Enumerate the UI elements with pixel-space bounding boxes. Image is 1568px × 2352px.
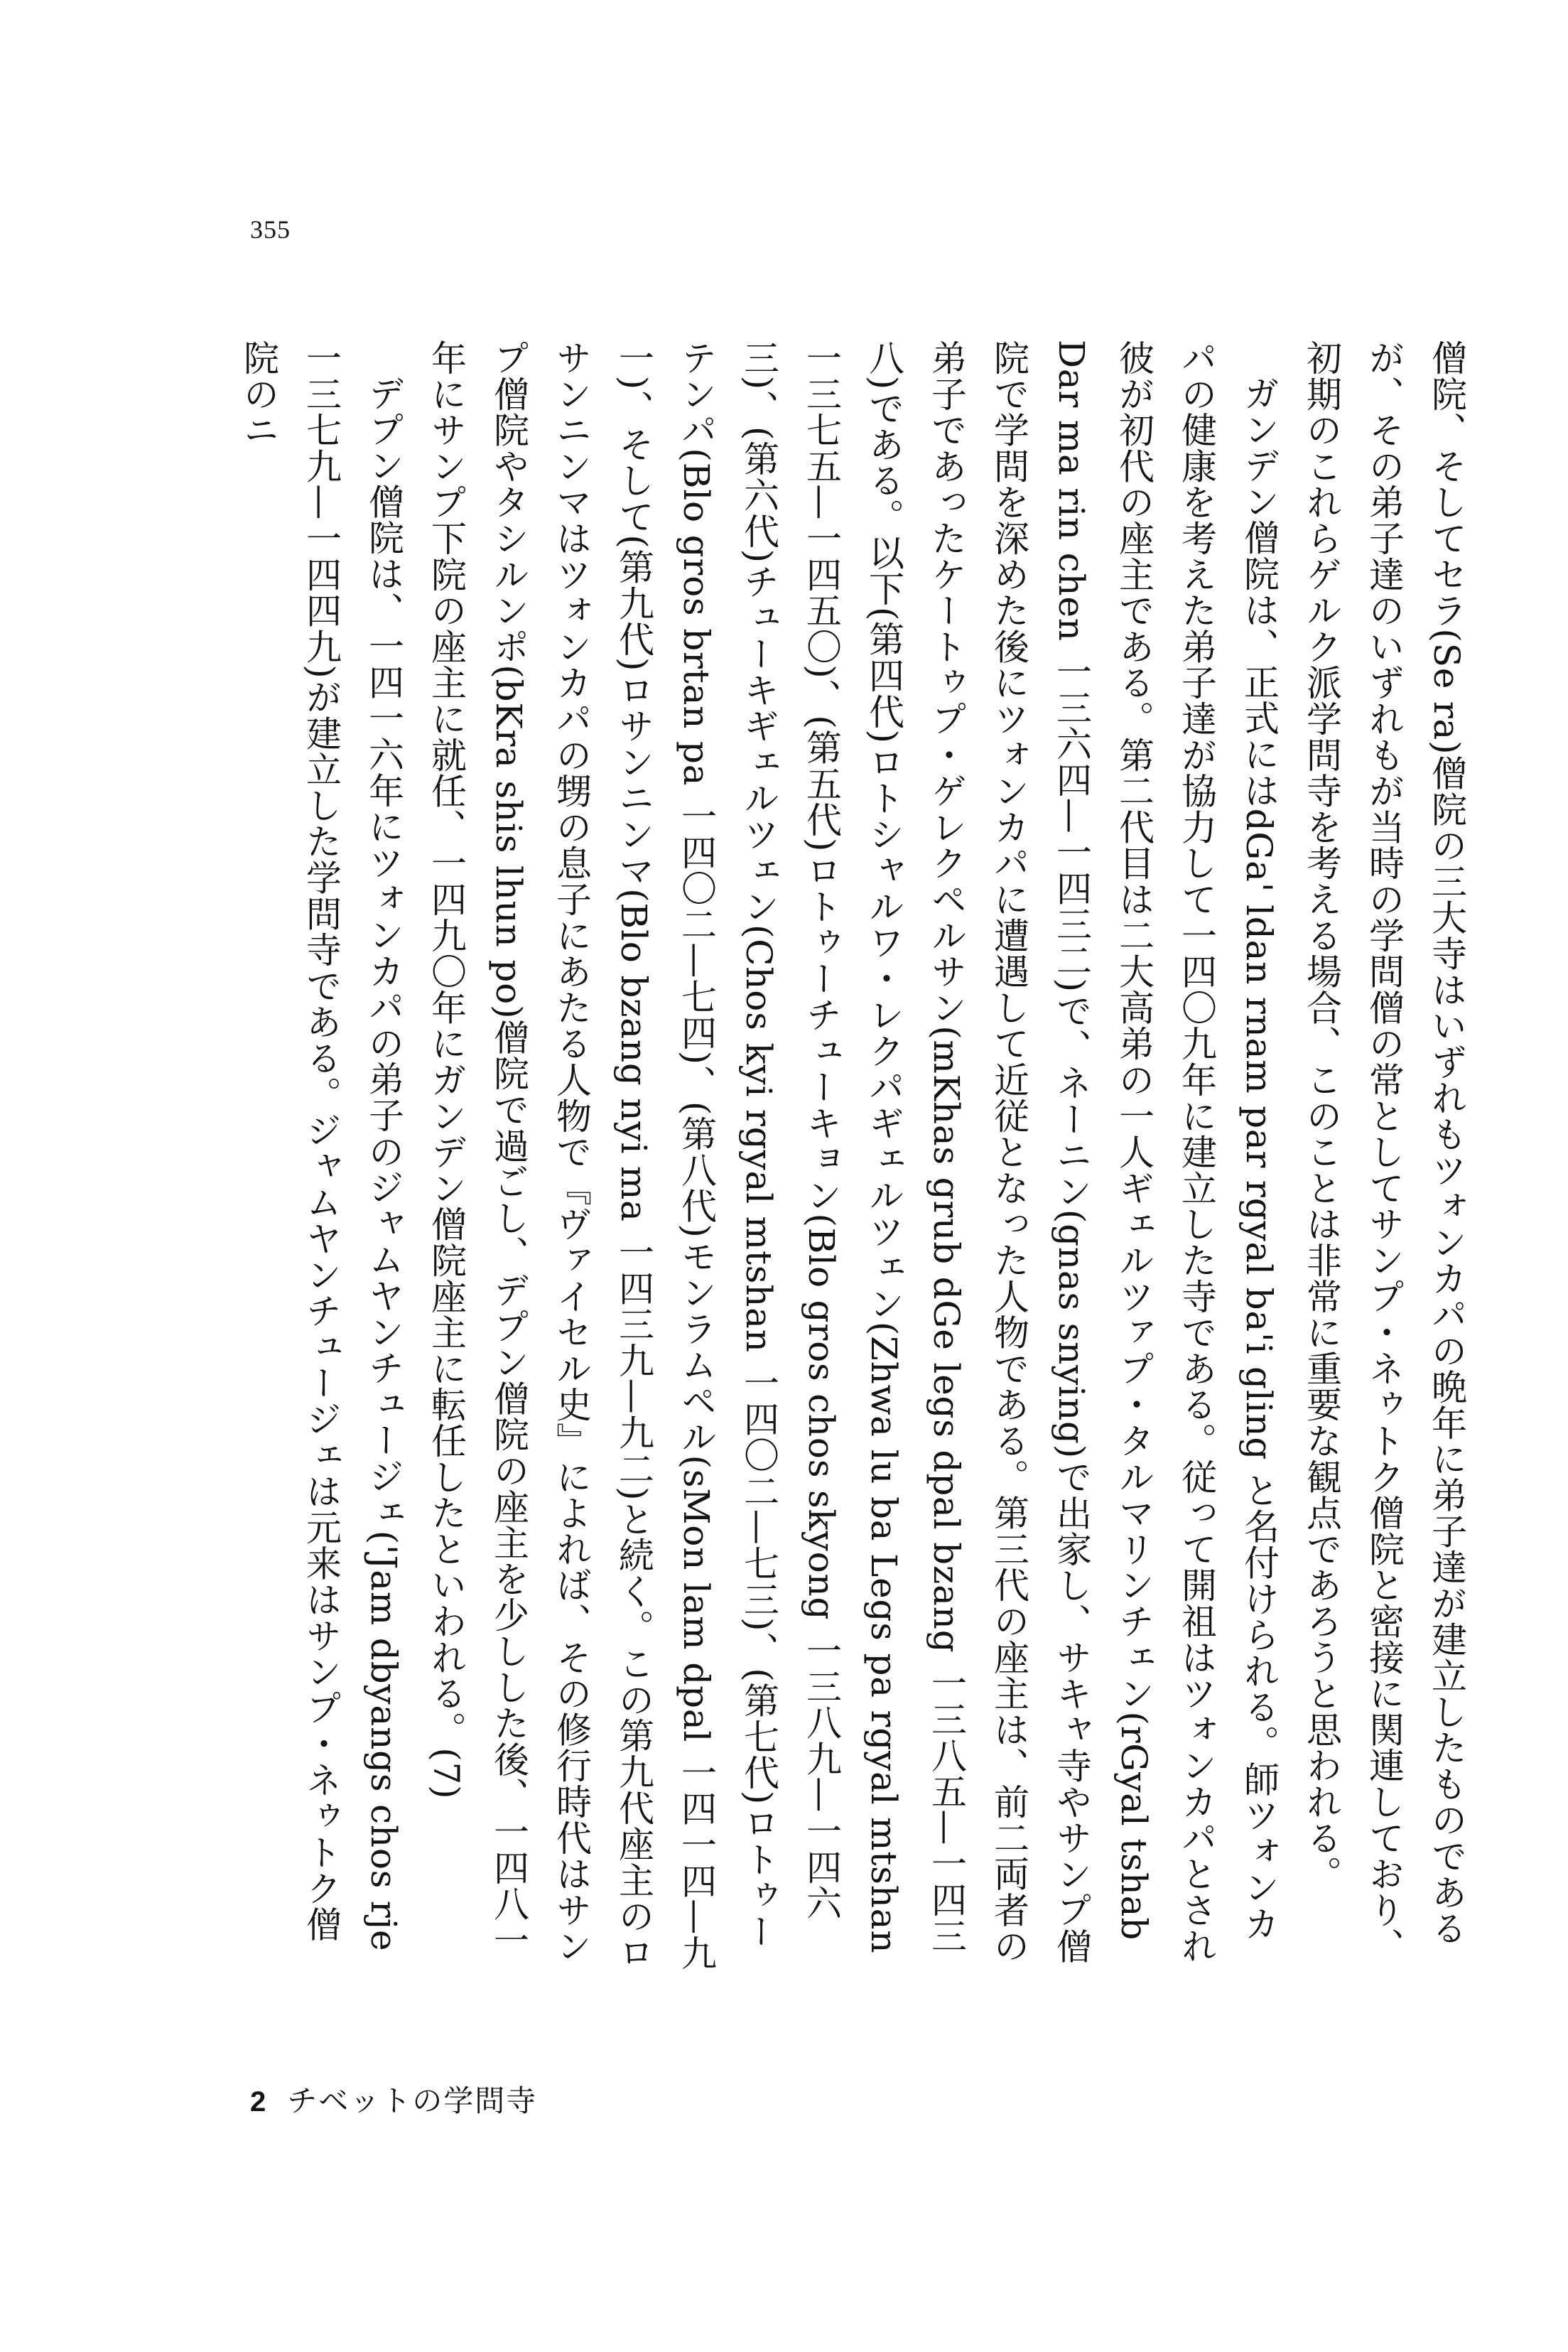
paragraph-2: ガンデン僧院は、正式にはdGa' ldan rnam par rgyal ba'i gling と名付けられる。師ツォンカパの健康を考えた弟子達が協力して一四〇九年に建立した寺である。従って開祖はツォンカパとされ彼が初代の座主である。第二代目は二大高弟の一人ギェルツァプ・タルマリンチェン(rGyal tshab Dar ma rin chen 一三六四—一四三二)で、ネーニン(gnas snying)で出家し、サキャ寺やサンプ僧院で学問を深めた後にツォンカパに遭遇して近従となった人物である。第三代の座主は、前二両者の弟子であったケートゥプ・ゲレクペルサン(mKhas grub dGe legs dpal bzang 一三八五—一四三八)である。以下(第四代)ロトシャルワ・レクパギェルツェン(Zhwa lu ba Legs pa rgyal mtshan 一三七五—一四五〇)、(第五代)ロトゥーチューキョン(Blo gros chos skyong 一三八九—一四六三)、(第六代)チューキギェルツェン(Chos kyi rgyal mtshan 一四〇二—七三)、(第七代)ロトゥーテンパ(Blo gros brtan pa 一四〇二—七四)、(第八代)モンラムペル(sMon lam dpal 一四一四—九一)、そして(第九代)ロサンニンマ(Blo bzang nyi ma 一四三九—九二)と続く。この第九代座主のロサンニンマはツォンカパの甥の息子にあたる人物で『ヴァイセル史』によれば、その修行時代はサンプ僧院やタシルンポ(bKra shis lhun po)僧院で過ごし、デプン僧院の座主を少しした後、一四八一年にサンプ下院の座主に就任、一四九〇年にガンデン僧院座主に転任したといわれる。(7) [426,340,1280,1971]
body-text [227,340,1478,1974]
paragraph-3: デプン僧院は、一四一六年にツォンカパの弟子のジャムヤンチュージェ('Jam dbyangs chos rje 一三七九—一四四九)が建立した学問寺である。ジャムヤンチュージェは元来はサンプ・ネゥトク僧院のニ [238,340,404,1952]
paragraph-1: 僧院、そしてセラ(Se ra)僧院の三大寺はいずれもツォンカパの晩年に弟子達が建立したものであるが、その弟子達のいずれもが当時の学問僧の常としてサンプ・ネゥトク僧院と密接に関連しており、初期のこれらゲルク派学問寺を考える場合、このことは非常に重要な観点であろうと思われる。 [1301,340,1467,1964]
chapter-title: チベットの学問寺 [287,2083,538,2118]
chapter-number: 2 [250,2086,266,2118]
page-number: 355 [250,215,291,244]
running-footer [250,2078,537,2120]
